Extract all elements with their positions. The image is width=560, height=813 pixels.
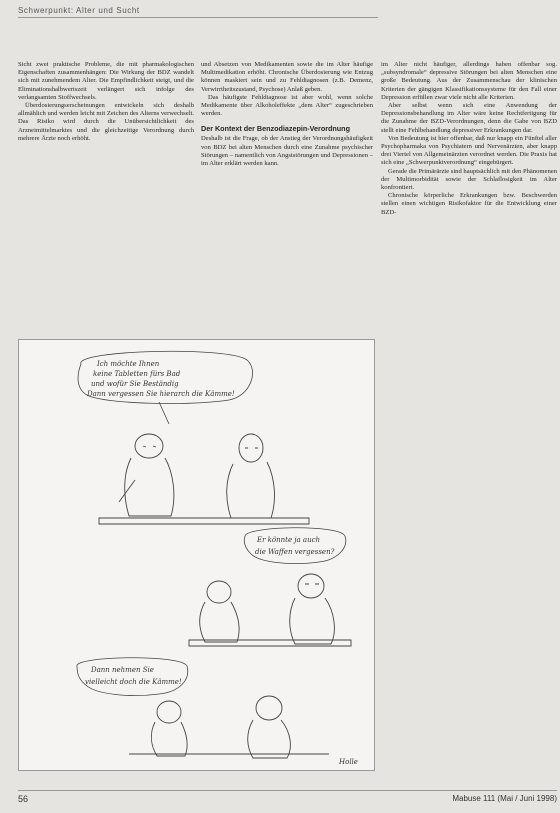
footer-rule	[18, 790, 557, 791]
paragraph: Von Bedeutung ist hier offenbar, daß nur knapp ein Fünftel aller Psychopharmaka von Psychiatern und Nervenärzten, aber knapp drei Viertel von Allgemeinärzten verordnet werden. Die Praxis hat sich eine „Schwerpunktverordnung“ eingebürgert.	[381, 134, 557, 167]
speech-bubble-3	[77, 658, 188, 696]
page-number: 56	[18, 794, 29, 804]
patient-figure-2	[290, 574, 335, 644]
cartoon-drawing	[19, 340, 374, 770]
artist-signature: Holle	[339, 758, 358, 766]
bubble1-line-3: und wofür Sie Beständig	[91, 380, 179, 388]
patient-figure-3	[248, 696, 291, 758]
desk-1	[99, 518, 309, 524]
journal-citation: Mabuse 111 (Mai / Juni 1998)	[452, 794, 557, 803]
paragraph: und Absetzen von Medikamenten sowie die im Alter häufige Multimedikation erhöht. Chronische Überdosierung wie Entzug können maskiert sein und zu Fehldiagnosen (z.B. Demenz, Verwirrtheitszustand, Psychose) Anlaß geben.	[201, 61, 373, 93]
paragraph: Überdosierungserscheinungen entwickeln sich deshalb allmählich und werden leicht mit Zeichen des Alterns verwechselt. Das Risiko wird durch die Unübersichtlichkeit des Arzneimittelmarktes und die gleichzeitige Verordnung durch mehrere Ärzte noch erhöht.	[18, 102, 194, 142]
paragraph: Gerade die Primärärzte sind hauptsächlich mit den Phänomenen der Multimorbidität sowie der Schlaflosigkeit im Alter konfrontiert.	[381, 167, 557, 192]
cartoon-illustration	[18, 339, 375, 771]
paragraph: Das häufigste Fehldiagnose ist aber wohl, wenn solche Medikamente über Alkoholeffekte „dem Alter“ zugeschrieben werden.	[201, 93, 373, 118]
paragraph: Deshalb ist die Frage, ob der Anstieg der Verordnungshäufigkeit von BDZ bei alten Menschen durch eine Zunahme psychischer Störungen – namentlich von Angststörungen und Depressionen – im Alter erklärt werden kann.	[201, 135, 373, 168]
running-head: Schwerpunkt: Alter und Sucht	[18, 6, 378, 18]
bubble3-line-1: Dann nehmen Sie	[91, 666, 154, 674]
bubble1-line-2: keine Tabletten fürs Bad	[93, 370, 181, 378]
paragraph: Sicht zwei praktische Probleme, die mit pharmakologischen Eigenschaften zusammenhängen: Die Wirkung der BDZ wandelt sich mit zunehmendem Alter. Die Empfindlichkeit steigt, und die Eliminationshalbwertszeit verlängert sich infolge des verlangsamten Stoffwechsels.	[18, 61, 194, 101]
section-heading: Der Kontext der Benzodiazepin-Verordnung	[201, 124, 350, 134]
doctor-figure-3	[151, 701, 187, 756]
speech-bubble-2	[244, 528, 346, 564]
bubble1-line-4: Dann vergessen Sie hierarch die Kämme!	[87, 390, 235, 398]
bubble2-line-2: die Waffen vergessen?	[255, 548, 335, 556]
doctor-figure-1	[119, 434, 174, 516]
desk-2	[189, 640, 351, 646]
paragraph: Aber selbst wenn sich eine Anwendung der Depressionsbehandlung im Alter wäre keine Rechtfertigung für die Zunahme der BZD-Verordnungen, denn die Gabe von BZD stellt eine Fehlbehandlung depressiver Erkrankungen dar.	[381, 102, 557, 134]
bubble-tail	[159, 402, 169, 424]
bubble2-line-1: Er könnte ja auch	[257, 536, 321, 544]
paragraph: im Alter nicht häufiger, allerdings haben offenbar sog. „subsyndromale“ depressive Störungen bei alten Menschen eine große Bedeutung. Aus der Zusammenschau der klinischen Kriterien der gängigen Klassifikationssysteme für den Fall einer Depression erfüllen zwar viele nicht alle Kriterien.	[381, 61, 557, 101]
bubble1-line-1: Ich möchte Ihnen	[97, 360, 160, 368]
bubble3-line-2: vielleicht doch die Kämme!	[85, 678, 182, 686]
doctor-figure-2	[200, 581, 239, 642]
text-column-right	[381, 61, 557, 767]
paragraph: Chronische körperliche Erkrankungen bzw. Beschwerden stellen einen wichtigen Risikofaktor für die Entwicklung einer BZD-	[381, 192, 557, 216]
text-column-middle	[201, 61, 373, 331]
patient-figure-1	[227, 434, 275, 518]
text-column-left	[18, 61, 194, 331]
